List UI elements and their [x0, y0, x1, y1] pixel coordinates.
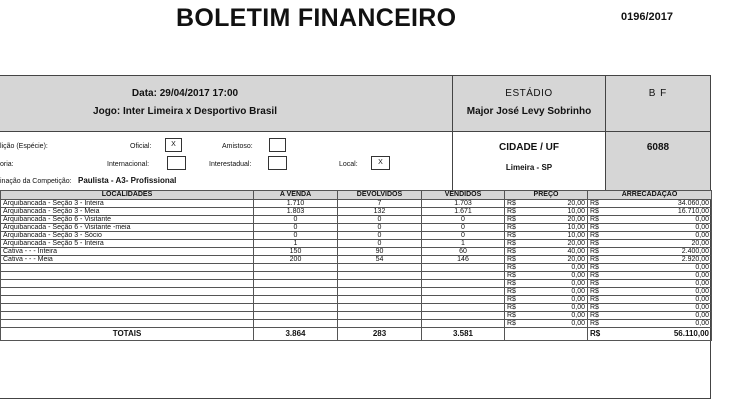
match-details: [0, 131, 453, 190]
row-a-venda: [254, 288, 338, 296]
row-devolvidos: [338, 288, 422, 296]
row-preco-currency: R$: [505, 280, 522, 288]
row-vendidos: [422, 288, 505, 296]
row-vendidos: [422, 264, 505, 272]
row-a-venda: [254, 264, 338, 272]
row-preco-currency: R$: [505, 224, 522, 232]
document-number: 0196/2017: [621, 11, 673, 23]
row-arrec-currency: R$: [588, 216, 604, 224]
row-arrecadacao: 20,00: [604, 240, 712, 248]
row-devolvidos: [338, 280, 422, 288]
bf-label: B F: [648, 88, 668, 99]
row-arrecadacao: 2.400,00: [604, 248, 712, 256]
city-value: Limeira - SP: [505, 163, 553, 172]
row-vendidos: 0: [422, 232, 505, 240]
row-preco-currency: R$: [505, 320, 522, 328]
row-arrec-currency: R$: [588, 224, 604, 232]
row-arrec-currency: R$: [588, 288, 604, 296]
row-vendidos: [422, 296, 505, 304]
page-title: BOLETIM FINANCEIRO: [176, 4, 457, 32]
row-arrec-currency: R$: [588, 296, 604, 304]
col-devolvidos: DEVOLVIDOS: [338, 191, 422, 200]
row-preco-currency: R$: [505, 200, 522, 208]
row-a-venda: 0: [254, 216, 338, 224]
row-a-venda: 150: [254, 248, 338, 256]
table-row: [1, 304, 712, 312]
totals-arrecadacao: 56.110,00: [604, 328, 712, 341]
table-row: [1, 240, 712, 248]
row-vendidos: 0: [422, 216, 505, 224]
row-localidade: Cativa - - - Inteira: [1, 248, 254, 256]
stadium-label: ESTÁDIO: [505, 88, 553, 99]
table-header-row: [1, 191, 712, 200]
row-arrec-currency: R$: [588, 200, 604, 208]
categoria-label: oria:: [0, 161, 14, 168]
row-vendidos: [422, 312, 505, 320]
row-arrecadacao: 0,00: [604, 304, 712, 312]
table-row: [1, 272, 712, 280]
match-game: Jogo: Inter Limeira x Desportivo Brasil: [93, 106, 277, 117]
bf-value: 6088: [646, 142, 670, 153]
local-checkbox[interactable]: X: [371, 156, 390, 170]
row-a-venda: [254, 296, 338, 304]
col-preco: PREÇO: [505, 191, 588, 200]
row-arrec-currency: R$: [588, 304, 604, 312]
totals-venda: 3.864: [254, 328, 338, 341]
row-vendidos: [422, 280, 505, 288]
row-arrec-currency: R$: [588, 320, 604, 328]
city-section: [453, 131, 606, 190]
table-row: [1, 208, 712, 216]
row-preco-currency: R$: [505, 272, 522, 280]
row-preco-currency: R$: [505, 288, 522, 296]
row-localidade: [1, 264, 254, 272]
row-preco: 10,00: [522, 224, 588, 232]
row-devolvidos: [338, 272, 422, 280]
row-preco: 0,00: [522, 288, 588, 296]
row-vendidos: 0: [422, 224, 505, 232]
row-preco: 0,00: [522, 312, 588, 320]
row-preco-currency: R$: [505, 216, 522, 224]
oficial-checkbox[interactable]: X: [165, 138, 182, 152]
revenue-table: [0, 190, 712, 341]
row-localidade: Arquibancada - Seção 6 - Visitante: [1, 216, 254, 224]
match-date: Data: 29/04/2017 17:00: [131, 88, 239, 99]
col-a-venda: A VENDA: [254, 191, 338, 200]
city-label: CIDADE / UF: [499, 142, 559, 153]
totals-currency: R$: [588, 328, 604, 341]
row-arrecadacao: 0,00: [604, 320, 712, 328]
amistoso-label: Amistoso:: [222, 143, 253, 150]
row-vendidos: 1.671: [422, 208, 505, 216]
row-arrec-currency: R$: [588, 256, 604, 264]
row-localidade: [1, 312, 254, 320]
row-a-venda: 1: [254, 240, 338, 248]
row-arrecadacao: 0,00: [604, 264, 712, 272]
row-preco: 0,00: [522, 304, 588, 312]
row-vendidos: [422, 320, 505, 328]
row-preco: 20,00: [522, 216, 588, 224]
row-localidade: [1, 320, 254, 328]
row-preco: 20,00: [522, 256, 588, 264]
match-header: [0, 76, 453, 131]
row-devolvidos: 90: [338, 248, 422, 256]
row-preco: 0,00: [522, 272, 588, 280]
row-devolvidos: [338, 304, 422, 312]
row-devolvidos: [338, 264, 422, 272]
row-arrecadacao: 2.920,00: [604, 256, 712, 264]
row-devolvidos: 0: [338, 232, 422, 240]
row-localidade: [1, 280, 254, 288]
row-devolvidos: 7: [338, 200, 422, 208]
col-vendidos: VENDIDOS: [422, 191, 505, 200]
table-row: [1, 320, 712, 328]
row-preco: 10,00: [522, 208, 588, 216]
row-vendidos: 1: [422, 240, 505, 248]
row-devolvidos: [338, 296, 422, 304]
row-arrecadacao: 0,00: [604, 272, 712, 280]
table-row: [1, 224, 712, 232]
row-a-venda: 0: [254, 232, 338, 240]
row-preco: 0,00: [522, 296, 588, 304]
table-row: [1, 200, 712, 208]
local-label: Local:: [339, 161, 358, 168]
row-arrec-currency: R$: [588, 232, 604, 240]
edicao-label: lição (Espécie):: [0, 143, 48, 150]
row-preco: 10,00: [522, 232, 588, 240]
row-preco-currency: R$: [505, 296, 522, 304]
totals-devolvidos: 283: [338, 328, 422, 341]
competicao-label: inação da Competição:: [0, 178, 72, 185]
row-preco: 20,00: [522, 200, 588, 208]
row-devolvidos: 0: [338, 240, 422, 248]
table-row: [1, 216, 712, 224]
row-preco-currency: R$: [505, 312, 522, 320]
row-devolvidos: 0: [338, 224, 422, 232]
row-arrecadacao: 0,00: [604, 224, 712, 232]
row-arrec-currency: R$: [588, 208, 604, 216]
table-row: [1, 312, 712, 320]
row-preco-currency: R$: [505, 240, 522, 248]
row-arrecadacao: 16.710,00: [604, 208, 712, 216]
row-a-venda: 200: [254, 256, 338, 264]
row-a-venda: [254, 320, 338, 328]
row-preco-currency: R$: [505, 264, 522, 272]
row-localidade: Arquibancada - Seção 3 - Meia: [1, 208, 254, 216]
interestadual-label: Interestadual:: [209, 161, 252, 168]
row-a-venda: 1.803: [254, 208, 338, 216]
bf-header: [606, 76, 710, 131]
row-arrecadacao: 0,00: [604, 232, 712, 240]
stadium-header: [453, 76, 606, 131]
row-arrecadacao: 0,00: [604, 296, 712, 304]
row-localidade: [1, 272, 254, 280]
row-devolvidos: 54: [338, 256, 422, 264]
row-localidade: Arquibancada - Seção 3 - Sócio: [1, 232, 254, 240]
row-a-venda: 0: [254, 224, 338, 232]
row-localidade: [1, 296, 254, 304]
row-preco: 0,00: [522, 280, 588, 288]
competicao-value: Paulista - A3- Profissional: [78, 176, 177, 185]
internacional-checkbox[interactable]: [167, 156, 186, 170]
row-devolvidos: 0: [338, 216, 422, 224]
row-a-venda: [254, 280, 338, 288]
totals-row: [1, 328, 712, 341]
row-localidade: Cativa - - - Meia: [1, 256, 254, 264]
row-a-venda: [254, 304, 338, 312]
internacional-label: Internacional:: [107, 161, 150, 168]
row-a-venda: 1.710: [254, 200, 338, 208]
row-arrec-currency: R$: [588, 280, 604, 288]
row-arrec-currency: R$: [588, 240, 604, 248]
col-localidades: LOCALIDADES: [1, 191, 254, 200]
table-row: [1, 248, 712, 256]
interestadual-checkbox[interactable]: [268, 156, 287, 170]
row-arrecadacao: 0,00: [604, 288, 712, 296]
col-arrecadacao: ARRECADAÇÃO: [588, 191, 712, 200]
table-row: [1, 264, 712, 272]
row-devolvidos: [338, 312, 422, 320]
totals-label: TOTAIS: [1, 328, 254, 341]
row-arrec-currency: R$: [588, 272, 604, 280]
row-arrecadacao: 34.060,00: [604, 200, 712, 208]
row-arrecadacao: 0,00: [604, 216, 712, 224]
row-a-venda: [254, 312, 338, 320]
bf-section: [606, 131, 710, 190]
table-row: [1, 280, 712, 288]
row-devolvidos: 132: [338, 208, 422, 216]
row-vendidos: [422, 272, 505, 280]
table-row: [1, 256, 712, 264]
totals-vendidos: 3.581: [422, 328, 505, 341]
row-localidade: [1, 288, 254, 296]
table-row: [1, 232, 712, 240]
row-arrecadacao: 0,00: [604, 280, 712, 288]
row-preco-currency: R$: [505, 248, 522, 256]
oficial-label: Oficial:: [130, 143, 152, 150]
row-preco: 0,00: [522, 320, 588, 328]
row-a-venda: [254, 272, 338, 280]
row-vendidos: 146: [422, 256, 505, 264]
row-preco-currency: R$: [505, 304, 522, 312]
row-vendidos: 1.703: [422, 200, 505, 208]
row-preco-currency: R$: [505, 232, 522, 240]
row-preco-currency: R$: [505, 208, 522, 216]
row-localidade: Arquibancada - Seção 5 - Inteira: [1, 240, 254, 248]
row-preco-currency: R$: [505, 256, 522, 264]
table-row: [1, 288, 712, 296]
row-localidade: Arquibancada - Seção 3 - Inteira: [1, 200, 254, 208]
row-arrec-currency: R$: [588, 248, 604, 256]
totals-preco-empty: [505, 328, 588, 341]
row-preco: 40,00: [522, 248, 588, 256]
stadium-name: Major José Levy Sobrinho: [466, 106, 592, 117]
row-vendidos: 60: [422, 248, 505, 256]
row-localidade: Arquibancada - Seção 6 - Visitante -meia: [1, 224, 254, 232]
row-preco: 0,00: [522, 264, 588, 272]
row-localidade: [1, 304, 254, 312]
row-vendidos: [422, 304, 505, 312]
row-preco: 20,00: [522, 240, 588, 248]
row-arrecadacao: 0,00: [604, 312, 712, 320]
row-devolvidos: [338, 320, 422, 328]
row-arrec-currency: R$: [588, 264, 604, 272]
row-arrec-currency: R$: [588, 312, 604, 320]
table-row: [1, 296, 712, 304]
amistoso-checkbox[interactable]: [269, 138, 286, 152]
